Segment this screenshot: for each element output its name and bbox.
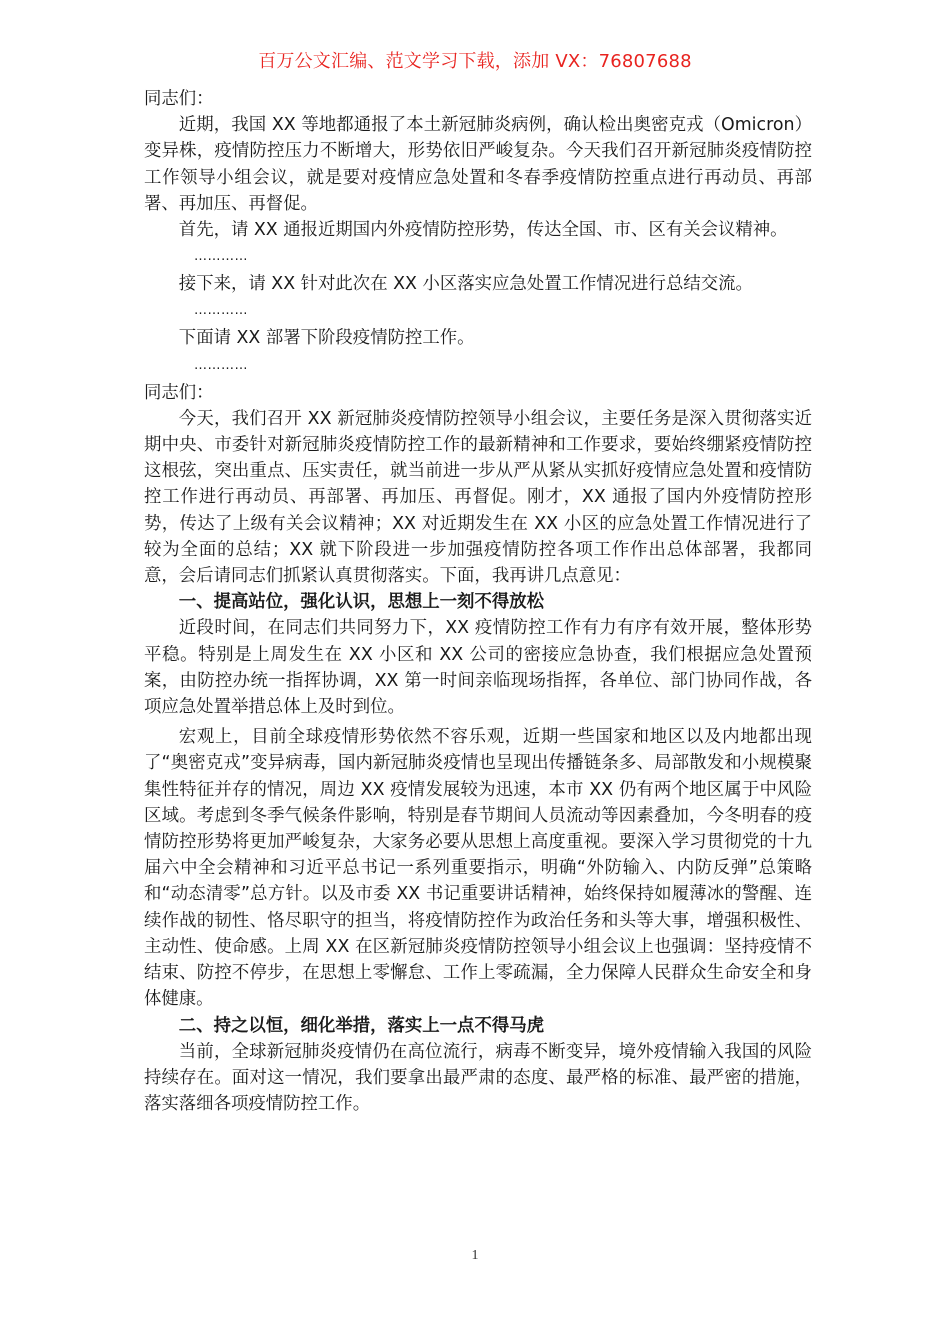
paragraph: 今天，我们召开 XX 新冠肺炎疫情防控领导小组会议，主要任务是深入贯彻落实近期中央、市委针对新冠肺炎疫情防控工作的最新精神和工作要求，要始终绷紧疫情防控这根弦，突出重点、压实责任，就当前进一步从严从紧从实抓好疫情应急处置和疫情防控工作进行再动员、再部署、再加压、再督促。刚才，XX 通报了国内外疫情防控形势，传达了上级有关会议精神；XX 对近期发生在 XX 小区的应急处置工作情况进行了较为全面的总结；XX 就下阶段进一步加强疫情防控各项工作作出总体部署，我都同意，会后请同志们抓紧认真贯彻落实。下面，我再讲几点意见： <box>144 408 812 587</box>
paragraph: 近段时间，在同志们共同努力下，XX 疫情防控工作有力有序有效开展，整体形势平稳。特别是上周发生在 XX 小区和 XX 公司的密接应急协查，我们根据应急处置预案，由防控办统一指挥协调，XX 第一时间亲临现场指挥，各单位、部门协同作战，各项应急处置举措总体上及时到位。 <box>144 618 812 718</box>
salutation: 同志们： <box>144 382 214 403</box>
section-heading: 一、提高站位，强化认识，思想上一刻不得放松 <box>178 592 545 613</box>
paragraph: 下面请 XX 部署下阶段疫情防控工作。 <box>178 328 475 349</box>
header-banner: 百万公文汇编、范文学习下载，添加 VX：76807688 <box>258 51 692 72</box>
paragraph: 当前，全球新冠肺炎疫情仍在高位流行，病毒不断变异，境外疫情输入我国的风险持续存在。面对这一情况，我们要拿出最严肃的态度、最严格的标准、最严密的措施，落实落细各项疫情防控工作。 <box>144 1041 812 1115</box>
ellipsis: ………… <box>194 303 248 319</box>
salutation: 同志们： <box>144 89 214 109</box>
section-heading: 二、持之以恒，细化举措，落实上一点不得马虎 <box>178 1015 545 1036</box>
ellipsis: ………… <box>194 249 248 265</box>
paragraph: 接下来，请 XX 针对此次在 XX 小区落实应急处置工作情况进行总结交流。 <box>178 274 753 295</box>
paragraph: 近期，我国 XX 等地都通报了本土新冠肺炎病例，确认检出奥密克戎（Omicron）变异株，疫情防控压力不断增大，形势依旧严峻复杂。今天我们召开新冠肺炎疫情防控工作领导小组会议，就是要对疫情应急处置和冬春季疫情防控重点进行再动员、再部署、再加压、再督促。 <box>144 115 812 214</box>
page-number: 1 <box>471 1248 479 1263</box>
document-body <box>144 86 812 1117</box>
paragraph: 首先，请 XX 通报近期国内外疫情防控形势，传达全国、市、区有关会议精神。 <box>178 220 788 241</box>
paragraph: 宏观上，目前全球疫情形势依然不容乐观，近期一些国家和地区以及内地都出现了“奥密克戎”变异病毒，国内新冠肺炎疫情也呈现出传播链条多、局部散发和小规模聚集性特征并存的情况，周边 XX 疫情发展较为迅速，本市 XX 仍有两个地区属于中风险区域。考虑到冬季气候条件影响，特别是春节期间人员流动等因素叠加，今冬明春的疫情防控形势将更加严峻复杂，大家务必要从思想上高度重视。要深入学习贯彻党的十九届六中全会精神和习近平总书记一系列重要指示，明确“外防输入、内防反弹”总策略和“动态清零”总方针。以及市委 XX 书记重要讲话精神，始终保持如履薄冰的警醒、连续作战的韧性、恪尽职守的担当，将疫情防控作为政治任务和头等大事，增强积极性、主动性、使命感。上周 XX 在区新冠肺炎疫情防控领导小组会议上也强调：坚持疫情不结束、防控不停步，在思想上零懈怠、工作上零疏漏，全力保障人民群众生命安全和身体健康。 <box>144 727 812 1010</box>
ellipsis: ………… <box>194 357 248 373</box>
